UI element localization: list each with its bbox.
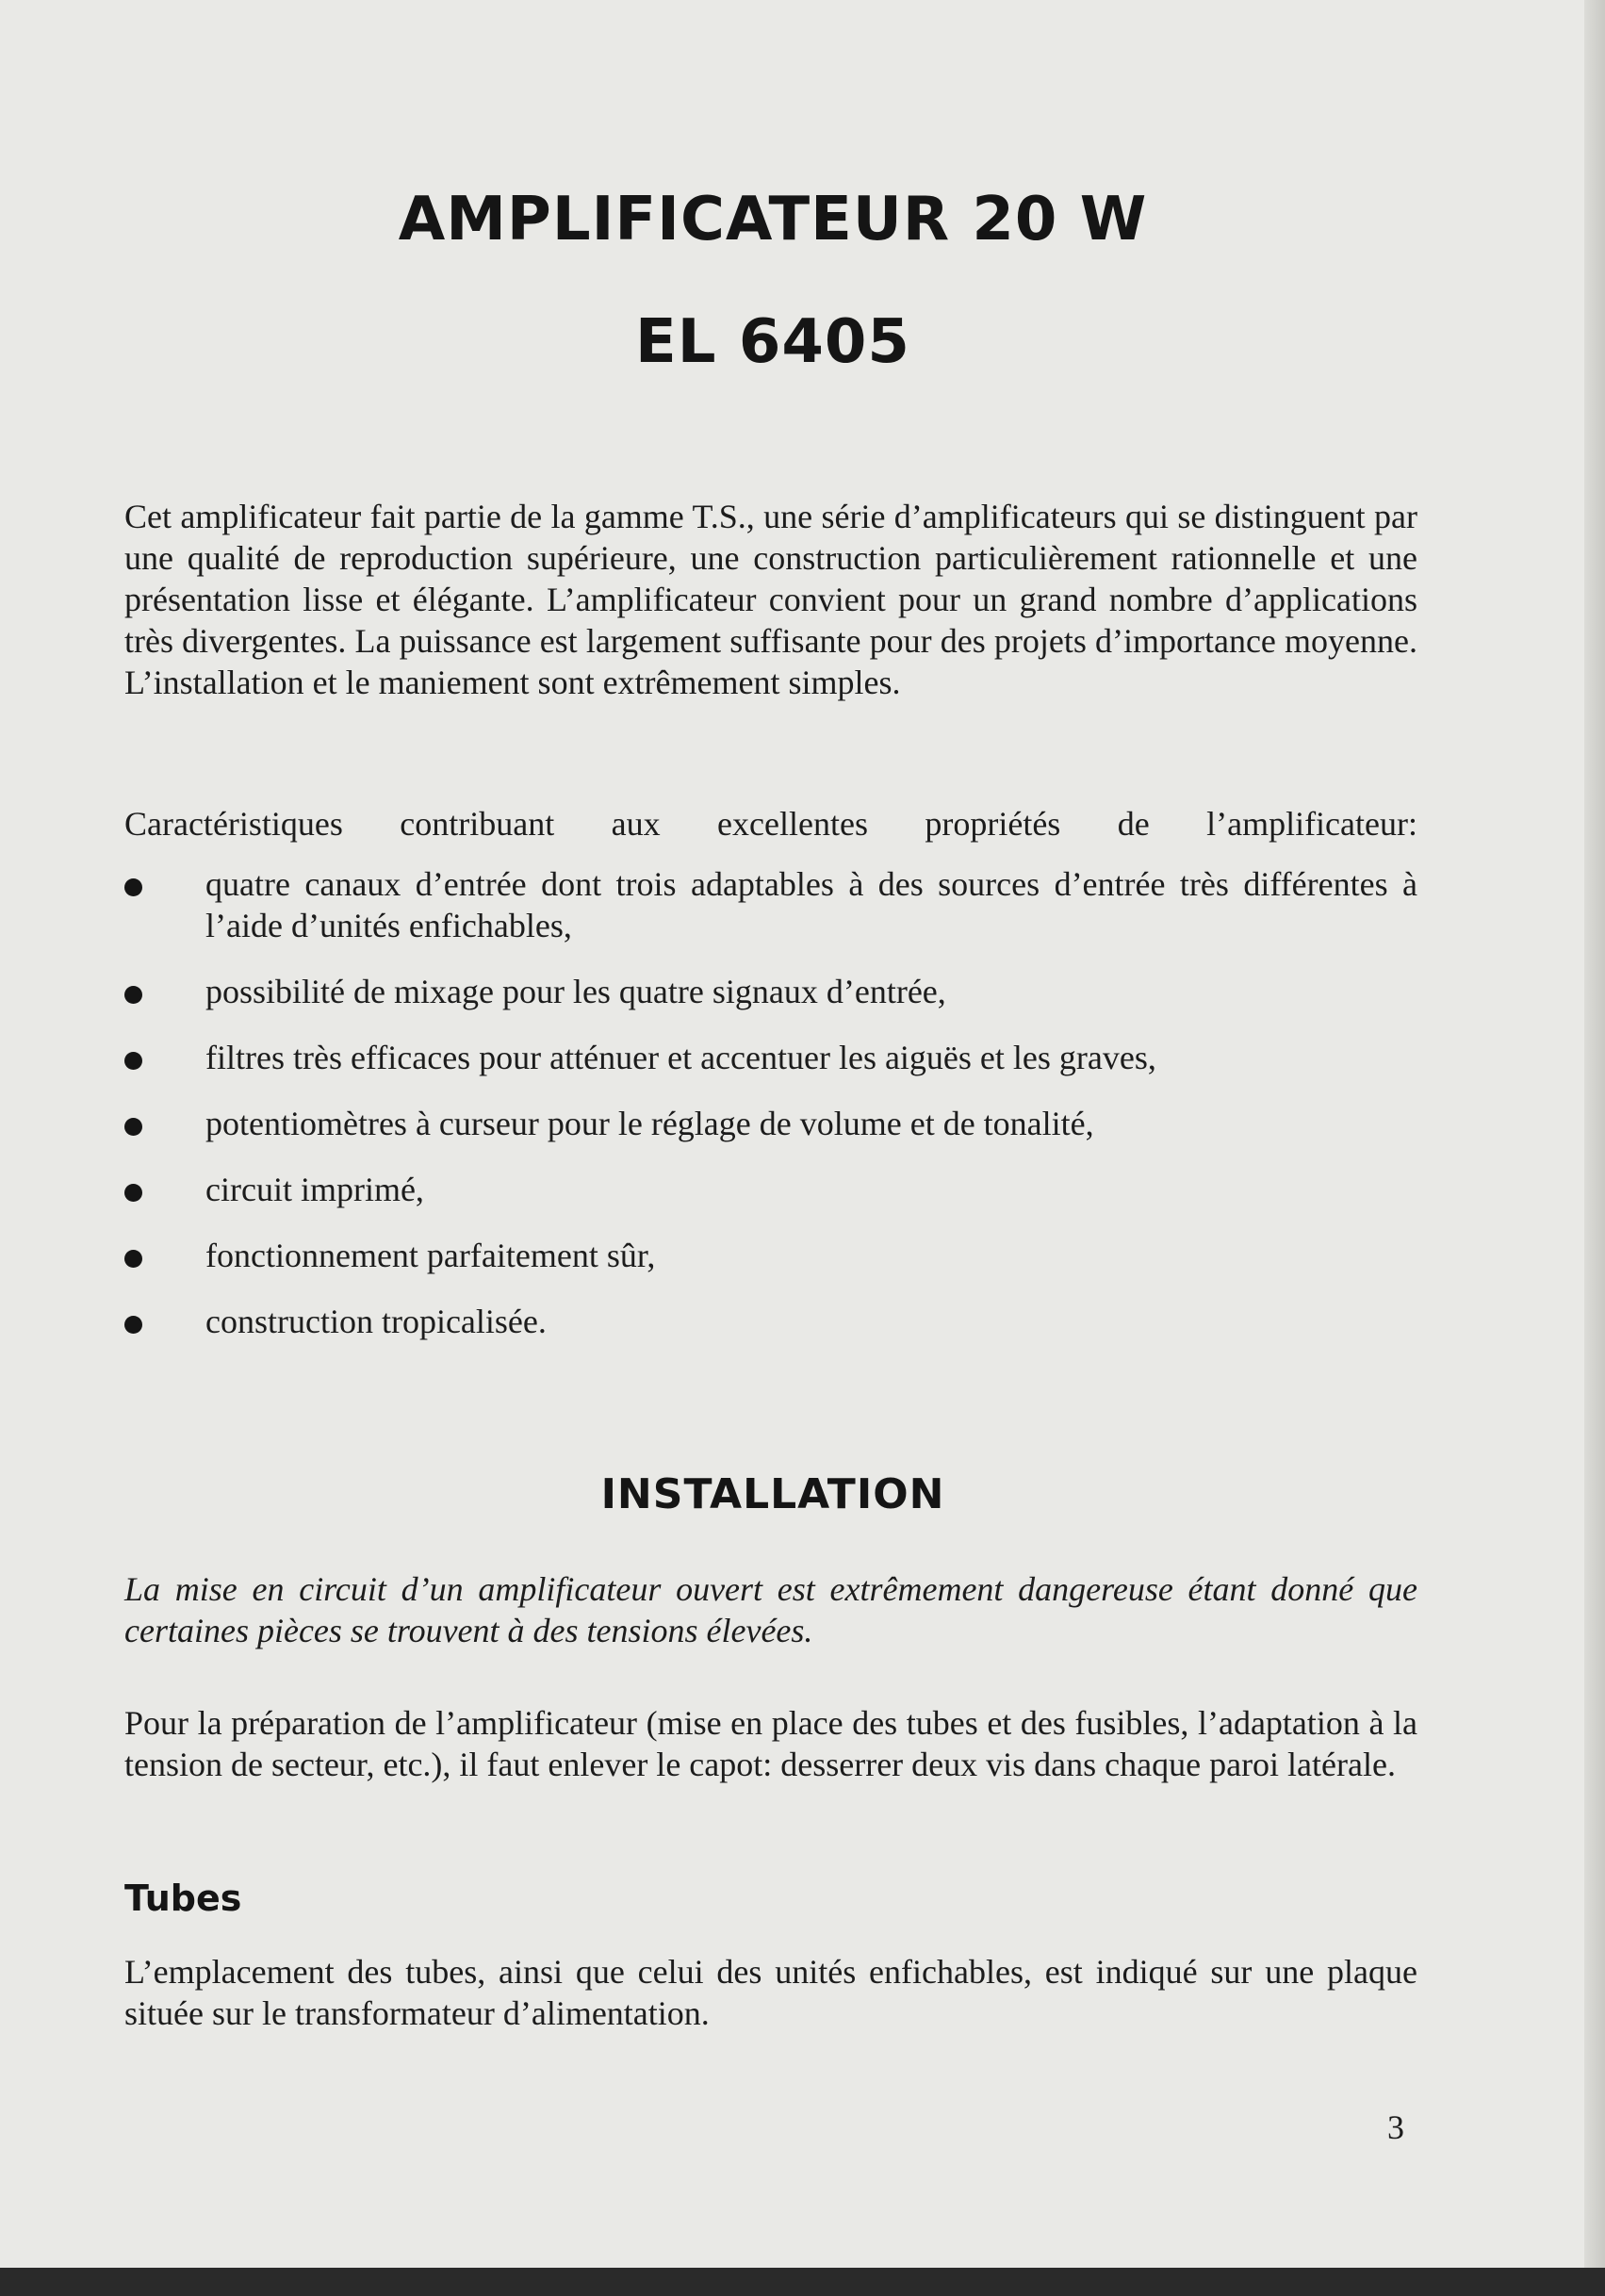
bullet-icon [124, 1052, 142, 1070]
scan-border [0, 2268, 1605, 2296]
list-item-text: fonctionnement parfaitement sûr, [205, 1237, 656, 1274]
bullet-icon [124, 986, 142, 1004]
page-edge [1584, 0, 1605, 2296]
installation-heading: INSTALLATION [600, 1470, 945, 1518]
list-item [124, 1235, 1417, 1276]
tubes-heading: Tubes [124, 1878, 242, 1919]
list-item [124, 971, 1417, 1012]
list-item-text: filtres très efficaces pour atténuer et accentuer les aiguës et les graves, [205, 1039, 1156, 1076]
page-title: AMPLIFICATEUR 20 W [398, 185, 1148, 254]
bullet-icon [124, 1184, 142, 1202]
list-item [124, 863, 1417, 946]
list-item [124, 1301, 1417, 1342]
list-item [124, 1037, 1417, 1078]
bullet-icon [124, 1316, 142, 1334]
model-number: EL 6405 [635, 307, 910, 377]
bullet-icon [124, 1250, 142, 1268]
bullet-icon [124, 1118, 142, 1136]
list-item-text: potentiomètres à curseur pour le réglage de volume et de tonalité, [205, 1105, 1094, 1142]
page-number: 3 [1387, 2108, 1404, 2146]
tubes-paragraph: L’emplacement des tubes, ainsi que celui des unités enfichables, est indiqué sur une plaque située sur le transformateur d’alimentation. [124, 1953, 1417, 2032]
list-item-text: circuit imprimé, [205, 1171, 424, 1208]
feature-list [124, 863, 1417, 1342]
preparation-paragraph: Pour la préparation de l’amplificateur (mise en place des tubes et des fusibles, l’adaptation à la tension de secteur, etc.), il faut enlever le capot: desserrer deux vis dans chaque paroi latérale. [124, 1704, 1417, 1783]
safety-warning: La mise en circuit d’un amplificateur ouvert est extrêmement dangereuse étant donné que certaines pièces se trouvent à des tensions élevées. [124, 1570, 1417, 1649]
list-item-text: possibilité de mixage pour les quatre signaux d’entrée, [205, 973, 946, 1010]
features-intro: Caractéristiques contribuant aux excellentes propriétés de l’amplificateur: [124, 805, 1417, 843]
bullet-icon [124, 878, 142, 896]
intro-paragraph: Cet amplificateur fait partie de la gamme T.S., une série d’amplificateurs qui se distinguent par une qualité de reproduction supérieure, une construction particulièrement rationnelle et une présentation lisse et élégante. L’amplificateur convient pour un grand nombre d’applications très divergentes. La puissance est largement suffisante pour des projets d’importance moyenne. L’installation et le maniement sont extrêmement simples. [124, 498, 1417, 701]
list-item [124, 1169, 1417, 1210]
list-item-text: quatre canaux d’entrée dont trois adaptables à des sources d’entrée très différentes à l’aide d’unités enfichables, [205, 865, 1417, 944]
list-item-text: construction tropicalisée. [205, 1303, 547, 1340]
list-item [124, 1103, 1417, 1144]
